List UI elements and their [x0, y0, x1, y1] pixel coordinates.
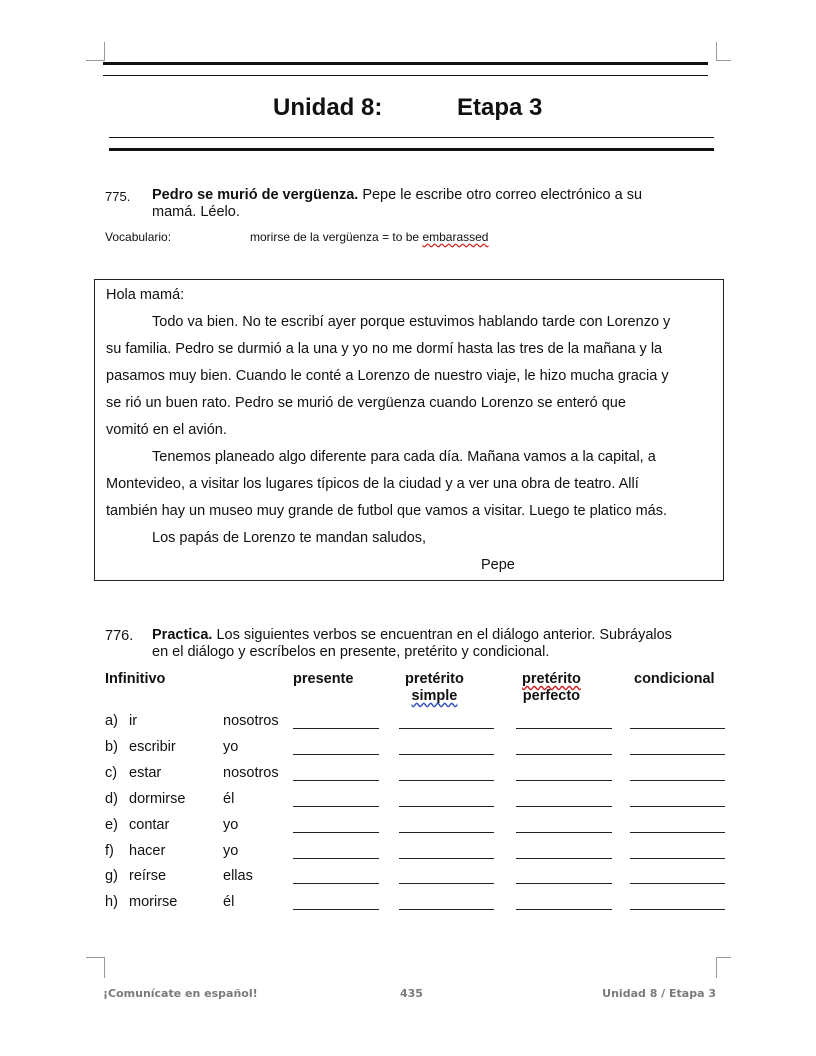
blank-condicional[interactable] [630, 754, 725, 755]
row-letter: h) [105, 894, 118, 910]
exercise-775-text-1: Pepe le escribe otro correo electrónico a su [358, 187, 643, 203]
blank-preterito-simple[interactable] [399, 728, 494, 729]
blank-presente[interactable] [293, 858, 379, 859]
header-condicional: condicional [634, 671, 715, 687]
blank-condicional[interactable] [630, 780, 725, 781]
blank-condicional[interactable] [630, 858, 725, 859]
blank-preterito-perfecto[interactable] [516, 728, 612, 729]
blank-preterito-perfecto[interactable] [516, 754, 612, 755]
letter-line-2: su familia. Pedro se durmió a la una y yo no me dormí hasta las tres de la mañana y la [106, 341, 663, 357]
row-verb: reírse [129, 868, 167, 884]
blank-preterito-perfecto[interactable] [516, 858, 612, 859]
row-letter: c) [105, 765, 118, 781]
header-preterito-simple-line1: pretérito [405, 671, 464, 687]
exercise-775-number: 775. [105, 189, 131, 204]
exercise-776-bold-title: Practica. [152, 627, 213, 643]
row-verb: contar [129, 817, 170, 833]
letter-line-7: Montevideo, a visitar los lugares típicos de la ciudad y a ver una obra de teatro. Allí [106, 476, 639, 492]
footer-unit-stage: Unidad 8 / Etapa 3 [602, 987, 716, 1000]
header-preterito-perfecto-line2: perfecto [522, 688, 581, 704]
row-verb: estar [129, 765, 162, 781]
footer-page-number: 435 [400, 987, 423, 1000]
header-preterito-perfecto [522, 671, 581, 705]
row-subject: él [223, 791, 235, 807]
blank-condicional[interactable] [630, 728, 725, 729]
header-rule-thick-bottom [109, 148, 714, 151]
crop-mark-bottom-right [716, 957, 731, 978]
blank-presente[interactable] [293, 832, 379, 833]
row-verb: hacer [129, 843, 166, 859]
blank-preterito-perfecto[interactable] [516, 806, 612, 807]
row-subject: nosotros [223, 765, 279, 781]
row-verb: dormirse [129, 791, 186, 807]
blank-preterito-simple[interactable] [399, 780, 494, 781]
blank-preterito-simple[interactable] [399, 754, 494, 755]
blank-condicional[interactable] [630, 832, 725, 833]
row-subject: yo [223, 739, 239, 755]
header-preterito-simple [405, 671, 464, 705]
exercise-776-number: 776. [105, 628, 134, 644]
letter-line-1: Todo va bien. No te escribí ayer porque estuvimos hablando tarde con Lorenzo y [152, 314, 671, 330]
blank-preterito-perfecto[interactable] [516, 780, 612, 781]
blank-condicional[interactable] [630, 883, 725, 884]
header-presente: presente [293, 671, 354, 687]
vocabulary-entry [250, 230, 488, 244]
blank-presente[interactable] [293, 728, 379, 729]
header-infinitivo: Infinitivo [105, 671, 166, 687]
row-letter: f) [105, 843, 114, 859]
blank-preterito-perfecto[interactable] [516, 832, 612, 833]
row-letter: b) [105, 739, 118, 755]
crop-mark-top-left [86, 42, 105, 61]
exercise-775-text-2: mamá. Léelo. [152, 204, 240, 220]
blank-condicional[interactable] [630, 909, 725, 910]
blank-condicional[interactable] [630, 806, 725, 807]
header-rule-thick-top [103, 62, 708, 65]
exercise-775-instructions [152, 187, 712, 221]
blank-preterito-simple[interactable] [399, 858, 494, 859]
exercise-775-bold-title: Pedro se murió de vergüenza. [152, 187, 359, 203]
row-subject: él [223, 894, 235, 910]
letter-signature: Pepe [481, 557, 515, 573]
header-preterito-simple-line2: simple [411, 688, 458, 704]
unit-title: Unidad 8: [273, 94, 383, 121]
exercise-776-text-1: Los siguientes verbos se encuentran en el diálogo anterior. Subráyalos [212, 627, 672, 643]
header-rule-thin-top [103, 75, 708, 76]
crop-mark-bottom-left [86, 957, 105, 978]
letter-closing: Los papás de Lorenzo te mandan saludos, [152, 530, 427, 546]
header-preterito-perfecto-line1: pretérito [522, 671, 581, 687]
row-letter: g) [105, 868, 118, 884]
row-subject: yo [223, 843, 239, 859]
vocabulary-label: Vocabulario: [105, 230, 172, 244]
vocabulary-definition: morirse de la vergüenza = to be [250, 230, 423, 244]
letter-greeting: Hola mamá: [106, 287, 185, 303]
exercise-776-text-2: en el diálogo y escríbelos en presente, pretérito y condicional. [152, 644, 550, 660]
row-letter: e) [105, 817, 118, 833]
row-letter: a) [105, 713, 118, 729]
stage-title: Etapa 3 [457, 94, 543, 121]
row-subject: nosotros [223, 713, 279, 729]
footer-book-title: ¡Comunícate en español! [103, 987, 258, 1000]
blank-preterito-simple[interactable] [399, 832, 494, 833]
blank-presente[interactable] [293, 909, 379, 910]
letter-line-6: Tenemos planeado algo diferente para cada día. Mañana vamos a la capital, a [152, 449, 656, 465]
row-letter: d) [105, 791, 118, 807]
row-verb: morirse [129, 894, 178, 910]
letter-line-4: se rió un buen rato. Pedro se murió de vergüenza cuando Lorenzo se enteró que [106, 395, 626, 411]
row-verb: ir [129, 713, 138, 729]
blank-preterito-simple[interactable] [399, 806, 494, 807]
row-subject: yo [223, 817, 239, 833]
blank-presente[interactable] [293, 883, 379, 884]
blank-presente[interactable] [293, 754, 379, 755]
blank-presente[interactable] [293, 806, 379, 807]
exercise-776-instructions [152, 627, 722, 661]
letter-line-8: también hay un museo muy grande de futbol que vamos a visitar. Luego te platico más. [106, 503, 667, 519]
blank-preterito-simple[interactable] [399, 909, 494, 910]
blank-preterito-perfecto[interactable] [516, 883, 612, 884]
row-subject: ellas [223, 868, 253, 884]
letter-line-3: pasamos muy bien. Cuando le conté a Lorenzo de nuestro viaje, le hizo mucha gracia y [106, 368, 669, 384]
blank-presente[interactable] [293, 780, 379, 781]
blank-preterito-perfecto[interactable] [516, 909, 612, 910]
header-rule-thin-bottom [109, 137, 714, 138]
row-verb: escribir [129, 739, 176, 755]
letter-line-5: vomitó en el avión. [106, 422, 227, 438]
crop-mark-top-right [716, 42, 731, 61]
vocabulary-misspelled-word: embarassed [422, 230, 489, 244]
blank-preterito-simple[interactable] [399, 883, 494, 884]
